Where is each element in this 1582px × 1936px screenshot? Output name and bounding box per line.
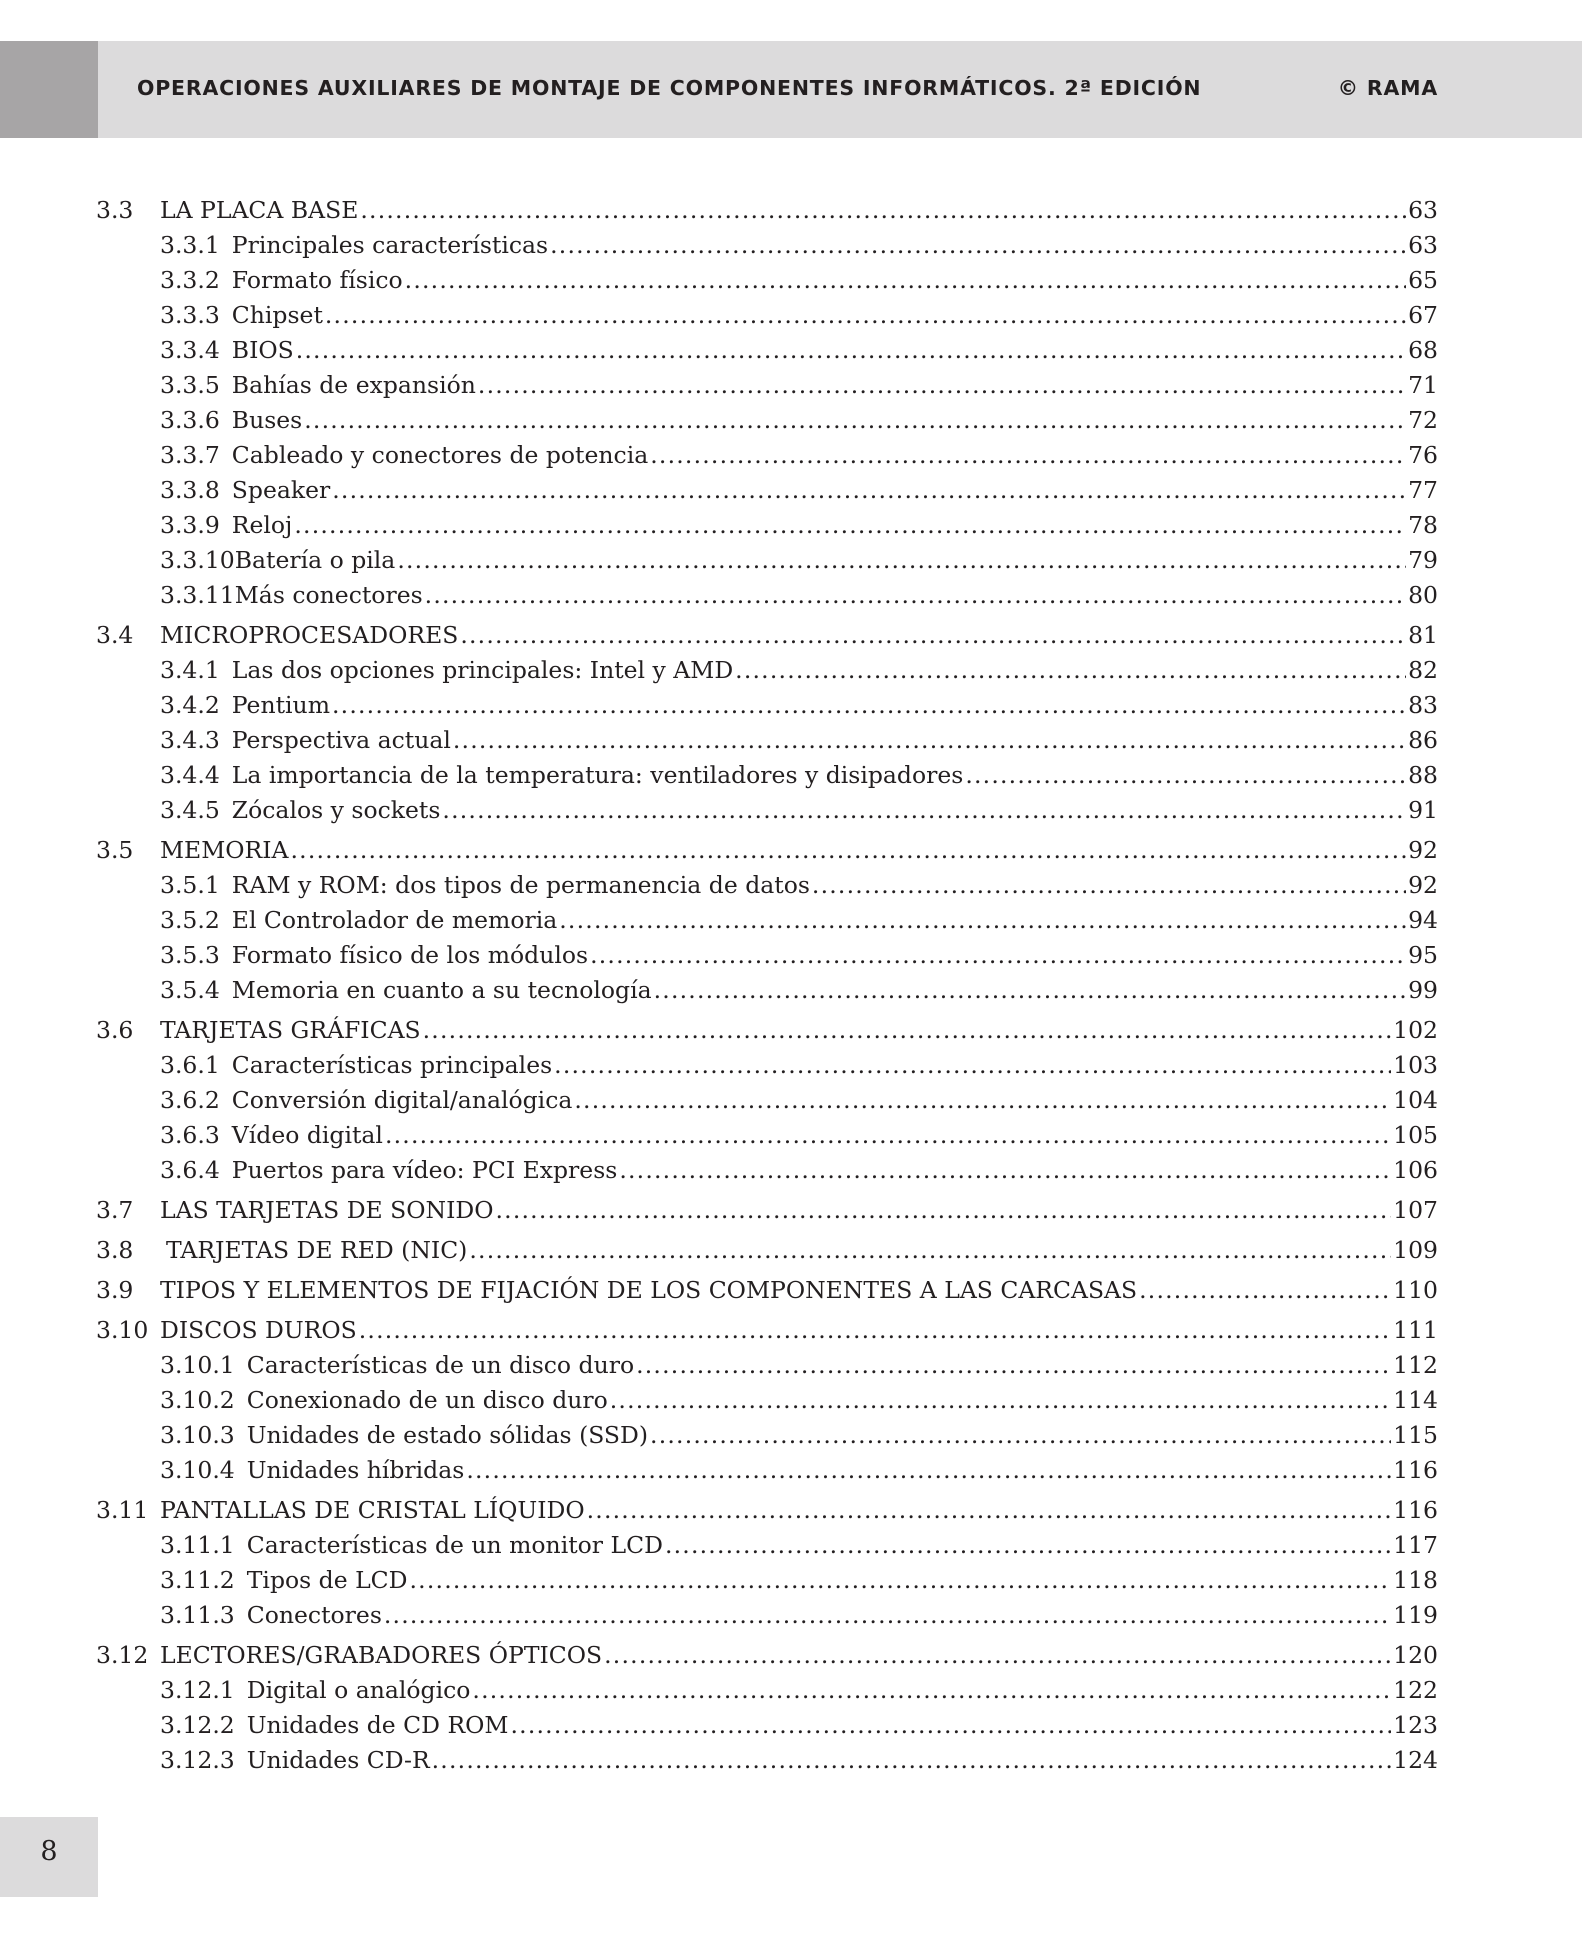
toc-dot-leader [423, 1013, 1392, 1048]
toc-entry-page: 122 [1393, 1676, 1438, 1704]
toc-entry-title: Características principales [231, 1051, 553, 1079]
toc-entry-page: 110 [1393, 1276, 1438, 1304]
toc-entry-number: 3.12 [96, 1641, 149, 1669]
toc-entry-page: 82 [1408, 656, 1438, 684]
toc-entry-number: 3.3.5 [160, 371, 220, 399]
toc-dot-leader [466, 1453, 1391, 1488]
toc-entry-number: 3.6.4 [160, 1156, 220, 1184]
toc-entry-title: Conectores [246, 1601, 382, 1629]
toc-entry-page: 65 [1408, 266, 1438, 294]
toc-subsection-entry[interactable] [96, 793, 1438, 828]
toc-entry-page: 81 [1408, 621, 1438, 649]
toc-entry-page: 106 [1393, 1156, 1438, 1184]
toc-entry-page: 116 [1393, 1496, 1438, 1524]
toc-entry-title: Principales características [231, 231, 549, 259]
toc-entry-title: Características de un monitor LCD [246, 1531, 663, 1559]
toc-subsection-entry[interactable] [96, 1528, 1438, 1563]
toc-entry-number: 3.4.2 [160, 691, 220, 719]
toc-entry-title: Zócalos y sockets [231, 796, 441, 824]
toc-section-entry[interactable] [96, 1013, 1438, 1048]
toc-entry-title: RAM y ROM: dos tipos de permanencia de datos [231, 871, 810, 899]
toc-subsection-entry[interactable] [96, 973, 1438, 1008]
toc-entry-title: Puertos para vídeo: PCI Express [231, 1156, 618, 1184]
toc-subsection-entry[interactable] [96, 403, 1438, 438]
toc-entry-number: 3.12.3 [160, 1746, 235, 1774]
toc-subsection-entry[interactable] [96, 368, 1438, 403]
toc-entry-page: 72 [1408, 406, 1438, 434]
toc-entry-page: 94 [1408, 906, 1438, 934]
toc-dot-leader [812, 868, 1406, 903]
toc-dot-leader [332, 473, 1406, 508]
toc-entry-number: 3.4.4 [160, 761, 220, 789]
toc-entry-number: 3.8 [96, 1236, 134, 1264]
toc-entry-page: 102 [1393, 1016, 1438, 1044]
toc-dot-leader [460, 618, 1406, 653]
toc-subsection-entry[interactable] [96, 653, 1438, 688]
toc-entry-page: 67 [1408, 301, 1438, 329]
toc-subsection-entry[interactable] [96, 438, 1438, 473]
toc-section-entry[interactable] [96, 193, 1438, 228]
toc-entry-number: 3.6.1 [160, 1051, 220, 1079]
toc-entry-page: 118 [1393, 1566, 1438, 1594]
toc-entry-title: Tipos de LCD [246, 1566, 408, 1594]
toc-entry-page: 86 [1408, 726, 1438, 754]
toc-dot-leader [425, 578, 1406, 613]
toc-entry-number: 3.5.1 [160, 871, 220, 899]
toc-entry-page: 76 [1408, 441, 1438, 469]
table-of-contents [96, 193, 1438, 1778]
toc-entry-page: 114 [1393, 1386, 1438, 1414]
toc-entry-title: Las dos opciones principales: Intel y AMD [231, 656, 734, 684]
toc-dot-leader [405, 263, 1406, 298]
toc-entry-title: Perspectiva actual [231, 726, 451, 754]
toc-dot-leader [574, 1083, 1391, 1118]
toc-entry-title: Formato físico [231, 266, 403, 294]
toc-dot-leader [325, 298, 1406, 333]
toc-entry-number: 3.11.2 [160, 1566, 235, 1594]
toc-subsection-entry[interactable] [96, 1118, 1438, 1153]
toc-dot-leader [453, 723, 1406, 758]
toc-entry-page: 112 [1393, 1351, 1438, 1379]
toc-dot-leader [550, 228, 1406, 263]
toc-entry-page: 115 [1393, 1421, 1438, 1449]
toc-section-entry[interactable] [96, 1313, 1438, 1348]
toc-subsection-entry[interactable] [96, 333, 1438, 368]
toc-subsection-entry[interactable] [96, 1418, 1438, 1453]
toc-entry-title: LAS TARJETAS DE SONIDO [160, 1196, 494, 1224]
toc-entry-page: 71 [1408, 371, 1438, 399]
toc-entry-title: Unidades de estado sólidas (SSD) [246, 1421, 649, 1449]
toc-entry-page: 78 [1408, 511, 1438, 539]
toc-dot-leader [610, 1383, 1391, 1418]
toc-entry-number: 3.12.1 [160, 1676, 235, 1704]
toc-subsection-entry[interactable] [96, 1048, 1438, 1083]
toc-subsection-entry[interactable] [96, 1743, 1438, 1778]
toc-entry-title: Batería o pila [234, 546, 396, 574]
toc-entry-number: 3.5.2 [160, 906, 220, 934]
toc-entry-number: 3.3 [96, 196, 134, 224]
toc-section-entry[interactable] [96, 1493, 1438, 1528]
toc-entry-page: 79 [1408, 546, 1438, 574]
header-tab [0, 41, 98, 138]
toc-entry-page: 104 [1393, 1086, 1438, 1114]
toc-dot-leader [604, 1638, 1391, 1673]
toc-entry-page: 117 [1393, 1531, 1438, 1559]
toc-dot-leader [965, 758, 1406, 793]
toc-dot-leader [654, 973, 1406, 1008]
toc-dot-leader [304, 403, 1406, 438]
toc-section-entry[interactable] [96, 618, 1438, 653]
toc-entry-number: 3.4.5 [160, 796, 220, 824]
toc-entry-title: MEMORIA [160, 836, 289, 864]
toc-entry-number: 3.5 [96, 836, 134, 864]
toc-entry-number: 3.3.7 [160, 441, 220, 469]
toc-entry-number: 3.3.1 [160, 231, 220, 259]
toc-entry-page: 68 [1408, 336, 1438, 364]
toc-entry-title: Reloj [231, 511, 293, 539]
toc-entry-title: Cableado y conectores de potencia [231, 441, 649, 469]
toc-entry-title: Speaker [231, 476, 331, 504]
toc-dot-leader [360, 193, 1406, 228]
toc-entry-title: TARJETAS GRÁFICAS [160, 1016, 421, 1044]
toc-entry-title: DISCOS DUROS [160, 1316, 357, 1344]
toc-subsection-entry[interactable] [96, 1383, 1438, 1418]
toc-entry-title: TARJETAS DE RED (NIC) [166, 1236, 468, 1264]
toc-entry-number: 3.10.3 [160, 1421, 235, 1449]
toc-dot-leader [332, 688, 1406, 723]
toc-dot-leader [650, 1418, 1391, 1453]
toc-entry-number: 3.4.1 [160, 656, 220, 684]
toc-dot-leader [590, 938, 1406, 973]
toc-entry-title: LECTORES/GRABADORES ÓPTICOS [160, 1641, 603, 1669]
toc-entry-page: 63 [1408, 231, 1438, 259]
toc-subsection-entry[interactable] [96, 1083, 1438, 1118]
toc-dot-leader [510, 1708, 1391, 1743]
toc-dot-leader [665, 1528, 1391, 1563]
toc-dot-leader [478, 368, 1406, 403]
toc-dot-leader [650, 438, 1406, 473]
toc-section-entry[interactable] [96, 1233, 1438, 1268]
toc-entry-title: Pentium [231, 691, 330, 719]
toc-entry-page: 88 [1408, 761, 1438, 789]
toc-entry-title: Unidades de CD ROM [246, 1711, 509, 1739]
toc-entry-page: 124 [1393, 1746, 1438, 1774]
running-header-publisher: © RAMA [1337, 76, 1438, 100]
toc-entry-number: 3.3.9 [160, 511, 220, 539]
toc-dot-leader [587, 1493, 1392, 1528]
running-header-title: OPERACIONES AUXILIARES DE MONTAJE DE COMPONENTES INFORMÁTICOS. 2ª EDICIÓN [137, 76, 1202, 100]
toc-entry-title: Formato físico de los módulos [231, 941, 589, 969]
toc-dot-leader [619, 1153, 1391, 1188]
toc-dot-leader [735, 653, 1406, 688]
toc-dot-leader [636, 1348, 1391, 1383]
toc-dot-leader [397, 543, 1406, 578]
toc-dot-leader [294, 508, 1406, 543]
toc-entry-number: 3.11 [96, 1496, 149, 1524]
toc-entry-number: 3.4.3 [160, 726, 220, 754]
toc-entry-page: 111 [1393, 1316, 1438, 1344]
toc-section-entry[interactable] [96, 1193, 1438, 1228]
toc-section-entry[interactable] [96, 1273, 1438, 1308]
toc-entry-page: 109 [1393, 1236, 1438, 1264]
toc-entry-title: TIPOS Y ELEMENTOS DE FIJACIÓN DE LOS COMPONENTES A LAS CARCASAS [160, 1276, 1138, 1304]
toc-entry-title: Más conectores [234, 581, 423, 609]
toc-entry-page: 91 [1408, 796, 1438, 824]
toc-entry-page: 95 [1408, 941, 1438, 969]
toc-entry-page: 80 [1408, 581, 1438, 609]
toc-entry-number: 3.6.2 [160, 1086, 220, 1114]
toc-subsection-entry[interactable] [96, 578, 1438, 613]
toc-entry-title: Características de un disco duro [246, 1351, 635, 1379]
toc-entry-page: 103 [1393, 1051, 1438, 1079]
toc-subsection-entry[interactable] [96, 1598, 1438, 1633]
toc-entry-number: 3.4 [96, 621, 134, 649]
toc-dot-leader [291, 833, 1407, 868]
toc-subsection-entry[interactable] [96, 688, 1438, 723]
toc-dot-leader [442, 793, 1406, 828]
toc-entry-title: Conversión digital/analógica [231, 1086, 573, 1114]
toc-entry-title: El Controlador de memoria [231, 906, 558, 934]
toc-entry-number: 3.11.3 [160, 1601, 235, 1629]
toc-subsection-entry[interactable] [96, 723, 1438, 758]
toc-subsection-entry[interactable] [96, 543, 1438, 578]
toc-entry-number: 3.6 [96, 1016, 134, 1044]
toc-entry-title: Bahías de expansión [231, 371, 476, 399]
toc-entry-title: MICROPROCESADORES [160, 621, 459, 649]
toc-entry-number: 3.9 [96, 1276, 134, 1304]
toc-entry-title: Digital o analógico [246, 1676, 471, 1704]
toc-subsection-entry[interactable] [96, 868, 1438, 903]
toc-subsection-entry[interactable] [96, 1348, 1438, 1383]
toc-entry-page: 92 [1408, 836, 1438, 864]
toc-entry-number: 3.3.10 [160, 546, 235, 574]
page-number: 8 [40, 1836, 58, 1867]
toc-entry-number: 3.10 [96, 1316, 149, 1344]
toc-entry-page: 92 [1408, 871, 1438, 899]
toc-dot-leader [469, 1233, 1391, 1268]
toc-subsection-entry[interactable] [96, 298, 1438, 333]
toc-entry-number: 3.3.2 [160, 266, 220, 294]
toc-subsection-entry[interactable] [96, 1673, 1438, 1708]
toc-entry-number: 3.5.4 [160, 976, 220, 1004]
toc-entry-page: 107 [1393, 1196, 1438, 1224]
toc-entry-number: 3.3.8 [160, 476, 220, 504]
toc-entry-number: 3.6.3 [160, 1121, 220, 1149]
toc-entry-number: 3.10.4 [160, 1456, 235, 1484]
toc-entry-page: 105 [1393, 1121, 1438, 1149]
toc-entry-title: Memoria en cuanto a su tecnología [231, 976, 652, 1004]
toc-entry-title: LA PLACA BASE [160, 196, 359, 224]
toc-entry-number: 3.7 [96, 1196, 134, 1224]
toc-entry-page: 120 [1393, 1641, 1438, 1669]
toc-entry-number: 3.3.6 [160, 406, 220, 434]
toc-dot-leader [296, 333, 1406, 368]
toc-subsection-entry[interactable] [96, 938, 1438, 973]
toc-dot-leader [1139, 1273, 1391, 1308]
toc-entry-title: La importancia de la temperatura: ventiladores y disipadores [231, 761, 964, 789]
toc-subsection-entry[interactable] [96, 473, 1438, 508]
toc-subsection-entry[interactable] [96, 263, 1438, 298]
toc-dot-leader [554, 1048, 1391, 1083]
toc-entry-page: 119 [1393, 1601, 1438, 1629]
toc-entry-title: Unidades CD-R [246, 1746, 430, 1774]
toc-dot-leader [496, 1193, 1392, 1228]
toc-entry-page: 99 [1408, 976, 1438, 1004]
toc-entry-title: Vídeo digital [231, 1121, 383, 1149]
toc-entry-title: PANTALLAS DE CRISTAL LÍQUIDO [160, 1496, 585, 1524]
toc-entry-number: 3.3.4 [160, 336, 220, 364]
toc-entry-title: Buses [231, 406, 303, 434]
toc-entry-number: 3.10.1 [160, 1351, 235, 1379]
toc-entry-page: 116 [1393, 1456, 1438, 1484]
toc-subsection-entry[interactable] [96, 758, 1438, 793]
toc-entry-number: 3.3.3 [160, 301, 220, 329]
toc-dot-leader [410, 1563, 1392, 1598]
toc-section-entry[interactable] [96, 1638, 1438, 1673]
toc-dot-leader [384, 1598, 1391, 1633]
toc-dot-leader [385, 1118, 1391, 1153]
toc-entry-page: 77 [1408, 476, 1438, 504]
toc-entry-title: Conexionado de un disco duro [246, 1386, 608, 1414]
toc-entry-number: 3.5.3 [160, 941, 220, 969]
toc-entry-number: 3.11.1 [160, 1531, 235, 1559]
toc-subsection-entry[interactable] [96, 1563, 1438, 1598]
toc-entry-title: Chipset [231, 301, 323, 329]
toc-entry-title: Unidades híbridas [246, 1456, 465, 1484]
toc-dot-leader [432, 1743, 1392, 1778]
toc-subsection-entry[interactable] [96, 1453, 1438, 1488]
toc-subsection-entry[interactable] [96, 1153, 1438, 1188]
toc-entry-page: 63 [1408, 196, 1438, 224]
toc-entry-number: 3.3.11 [160, 581, 235, 609]
toc-dot-leader [559, 903, 1406, 938]
toc-entry-page: 83 [1408, 691, 1438, 719]
toc-subsection-entry[interactable] [96, 228, 1438, 263]
toc-entry-title: BIOS [231, 336, 294, 364]
toc-entry-number: 3.12.2 [160, 1711, 235, 1739]
toc-subsection-entry[interactable] [96, 508, 1438, 543]
toc-entry-number: 3.10.2 [160, 1386, 235, 1414]
toc-subsection-entry[interactable] [96, 903, 1438, 938]
toc-dot-leader [359, 1313, 1391, 1348]
toc-section-entry[interactable] [96, 833, 1438, 868]
toc-subsection-entry[interactable] [96, 1708, 1438, 1743]
toc-dot-leader [472, 1673, 1391, 1708]
toc-entry-page: 123 [1393, 1711, 1438, 1739]
